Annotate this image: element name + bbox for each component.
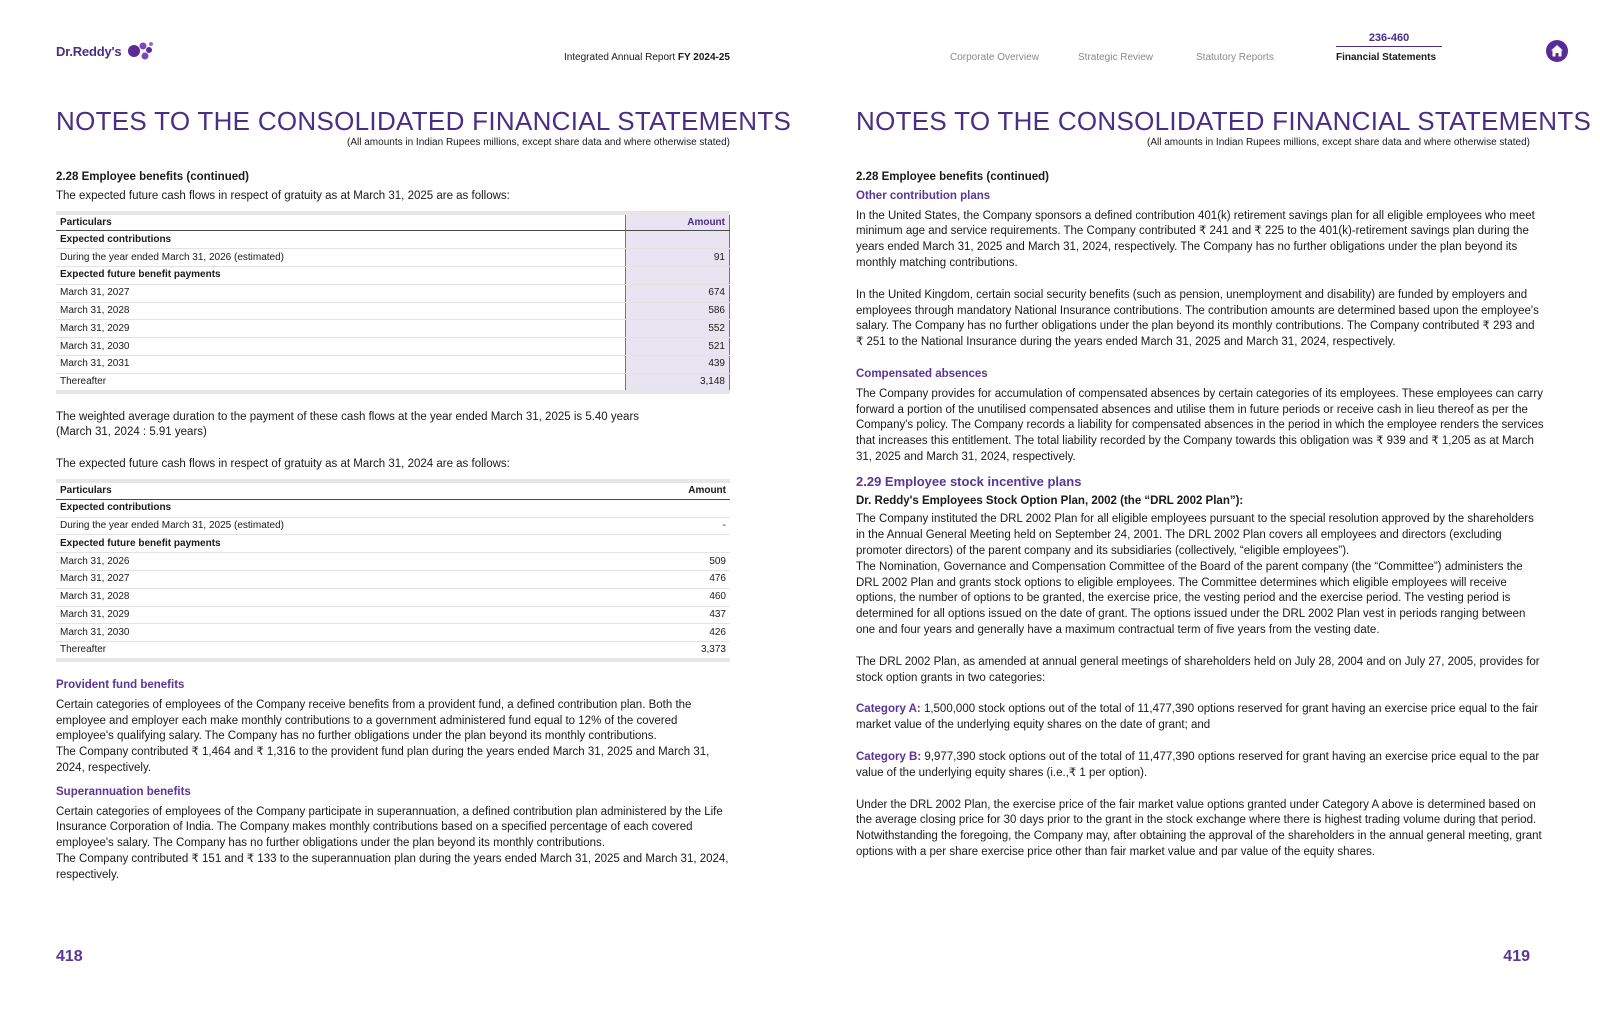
- col-particulars: Particulars: [56, 481, 626, 499]
- intro-2025: The expected future cash flows in respect of gratuity as at March 31, 2025 are as follows:: [56, 189, 510, 202]
- compensated-absences-text: The Company provides for accumulation of compensated absences by certain categories of its employees. These employees can carry forward a portion of the unutilised compensated absences and utilise them in future periods or receive cash in lieu thereof as per the Company's policy. The Company records a liability for compensated absences in the period in which the employee renders the services that increases this entitlement. The total liability recorded by the Company towards this obligation was ₹ 939 and ₹ 1,205 as at March 31, 2025 and March 31, 2024, respectively.: [856, 387, 1544, 463]
- table-row: [56, 606, 730, 624]
- table-row: [56, 338, 730, 356]
- row-label: March 31, 2030: [56, 338, 626, 356]
- superannuation-text-2: The Company contributed ₹ 151 and ₹ 133 to the superannuation plan during the years ended March 31, 2025 and March 31, 2024, respectively.: [56, 852, 729, 881]
- empty-cell: [626, 231, 730, 249]
- page-subtitle: (All amounts in Indian Rupees millions, except share data and where otherwise stated): [347, 137, 730, 148]
- home-icon: [1550, 44, 1564, 58]
- table-row: [56, 320, 730, 338]
- table-header-row: [56, 481, 730, 499]
- category-b-text: 9,977,390 stock options out of the total of 11,477,390 options reserved for grant having an exercise price equal to the par value of the underlying equity shares (i.e.,₹ 1 per option).: [856, 750, 1540, 779]
- row-value: 437: [626, 606, 730, 624]
- table-row: [56, 570, 730, 588]
- superannuation-text: Certain categories of employees of the Company participate in superannuation, a defined contribution plan administered by the Life Insurance Corporation of India. The Company makes monthly contributions based on a specified percentage of each covered employee's salary. The Company has no further obligations under the plan beyond its monthly contributions.: [56, 805, 723, 850]
- table-row: [56, 284, 730, 302]
- row-value: 91: [626, 249, 730, 267]
- logo-text: Dr.Reddy's: [56, 43, 122, 59]
- report-title-text: Integrated Annual Report: [563, 52, 676, 63]
- col-particulars: Particulars: [56, 213, 626, 231]
- table-row: [56, 373, 730, 391]
- table-row: [56, 535, 730, 553]
- page-title: NOTES TO THE CONSOLIDATED FINANCIAL STATEMENTS: [856, 106, 1592, 136]
- row-value: 674: [626, 284, 730, 302]
- row-label: Thereafter: [56, 373, 626, 391]
- duration-line-1: The weighted average duration to the payment of these cash flows at the year ended March 31, 2025 is 5.40 years: [56, 410, 640, 423]
- category-b-label: Category B:: [856, 750, 922, 763]
- table-row: [56, 266, 730, 284]
- plan-heading: Dr. Reddy's Employees Stock Option Plan, 2002 (the “DRL 2002 Plan”):: [856, 494, 1244, 507]
- row-label: Thereafter: [56, 642, 626, 660]
- table-row: [56, 499, 730, 517]
- table-row: [56, 624, 730, 642]
- row-label: March 31, 2026: [56, 553, 626, 571]
- row-label: March 31, 2027: [56, 284, 626, 302]
- category-a-text: 1,500,000 stock options out of the total of 11,477,390 options reserved for grant having an exercise price equal to the fair market value of the underlying equity shares on the date of grant; and: [856, 703, 1539, 732]
- right-page: [800, 0, 1600, 1012]
- home-button[interactable]: [1546, 40, 1568, 62]
- plan-paragraph-3: The DRL 2002 Plan, as amended at annual general meetings of shareholders held on July 28, 2004 and on July 27, 2005, provides for stock option grants in two categories:: [856, 655, 1540, 684]
- category-b: [856, 750, 1544, 782]
- provident-fund-heading: Provident fund benefits: [56, 678, 185, 691]
- row-value: 509: [626, 553, 730, 571]
- empty-cell: [626, 499, 730, 517]
- nav-strategic-review[interactable]: Strategic Review: [1078, 52, 1154, 63]
- logo-mark-icon: [125, 40, 155, 62]
- row-value: 439: [626, 355, 730, 373]
- report-title: [564, 52, 730, 63]
- nav-statutory-reports[interactable]: Statutory Reports: [1196, 52, 1274, 63]
- table-row: [56, 355, 730, 373]
- row-value: 586: [626, 302, 730, 320]
- gratuity-table-2024: [56, 479, 730, 662]
- table-row: [56, 642, 730, 660]
- left-content: [56, 170, 730, 883]
- row-label: March 31, 2029: [56, 320, 626, 338]
- nav-page-range[interactable]: 236-460: [1336, 32, 1442, 47]
- plan-paragraph-4: Under the DRL 2002 Plan, the exercise price of the fair market value options granted under Category A above is determined based on the average closing price for 30 days prior to the grant in the stock exchange where there is highest trading volume during that period. Notwithstanding the foregoing, the Company may, after obtaining the approval of the shareholders in the annual general meeting, grant options with a per share exercise price other than fair market value and par value of the equity shares.: [856, 798, 1542, 858]
- intro-2024: The expected future cash flows in respect of gratuity as at March 31, 2024 are as follows:: [56, 458, 510, 471]
- row-label: During the year ended March 31, 2026 (estimated): [56, 249, 626, 267]
- row-label: March 31, 2029: [56, 606, 626, 624]
- group-label: Expected future benefit payments: [56, 535, 626, 553]
- row-value: -: [626, 517, 730, 535]
- section-229-heading: 2.29 Employee stock incentive plans: [856, 473, 1082, 489]
- table-row: [56, 553, 730, 571]
- other-contribution-heading: Other contribution plans: [856, 189, 991, 202]
- row-label: March 31, 2030: [56, 624, 626, 642]
- empty-cell: [626, 266, 730, 284]
- duration-line-2: (March 31, 2024 : 5.91 years): [56, 426, 207, 439]
- provident-fund-text-2: The Company contributed ₹ 1,464 and ₹ 1,316 to the provident fund plan during the years ended March 31, 2025 and March 31, 2024, respectively.: [56, 746, 710, 774]
- group-label: Expected contributions: [56, 231, 626, 249]
- table-row: [56, 588, 730, 606]
- section-heading: 2.28 Employee benefits (continued): [56, 171, 249, 183]
- category-a-label: Category A:: [856, 703, 921, 716]
- compensated-absences-heading: Compensated absences: [856, 367, 988, 380]
- row-value: 521: [626, 338, 730, 356]
- category-a: [856, 702, 1544, 734]
- provident-fund-text: Certain categories of employees of the Company receive benefits from a provident fund, a defined contribution plan. Both the employee and employer each make monthly contributions to a government administered fund equal to 12% of the covered employee's qualifying salary. The Company has no further obligations under the plan beyond its monthly contributions.: [56, 698, 692, 743]
- row-value: 476: [626, 570, 730, 588]
- row-value: 426: [626, 624, 730, 642]
- gratuity-table-2025: [56, 211, 730, 394]
- section-heading: 2.28 Employee benefits (continued): [856, 171, 1049, 183]
- page-title: NOTES TO THE CONSOLIDATED FINANCIAL STATEMENTS: [56, 106, 792, 136]
- us-plan-text: In the United States, the Company sponsors a defined contribution 401(k) retirement savings plan for all eligible employees who meet minimum age and service requirements. The Company contributed ₹ 241 and ₹ 225 to the 401(k)-retirement savings plan during the years ended March 31, 2025 and March 31, 2024, respectively. The Company has no further obligations under the plan beyond its monthly matching contributions.: [856, 209, 1535, 269]
- row-value: 460: [626, 588, 730, 606]
- row-label: March 31, 2027: [56, 570, 626, 588]
- nav-financial-statements[interactable]: Financial Statements: [1336, 52, 1437, 63]
- row-label: During the year ended March 31, 2025 (estimated): [56, 517, 626, 535]
- superannuation-heading: Superannuation benefits: [56, 785, 191, 798]
- row-label: March 31, 2031: [56, 355, 626, 373]
- row-value: 3,148: [626, 373, 730, 391]
- table-row: [56, 517, 730, 535]
- uk-plan-text: In the United Kingdom, certain social security benefits (such as pension, unemployment and disability) are funded by employers and employees through mandatory National Insurance contributions. The contribution amounts are determined based upon the employee's salary. The Company has no further obligations under the plan beyond its monthly contributions. The Company contributed ₹ 293 and ₹ 251 to the National Insurance during the years ended March 31, 2025 and March 31, 2024, respectively.: [856, 288, 1539, 349]
- nav-corporate-overview[interactable]: Corporate Overview: [950, 52, 1039, 63]
- row-label: March 31, 2028: [56, 302, 626, 320]
- col-amount: Amount: [626, 213, 730, 231]
- report-year: FY 2024-25: [677, 52, 730, 63]
- col-amount: Amount: [626, 481, 730, 499]
- plan-paragraph-1: The Company instituted the DRL 2002 Plan for all eligible employees pursuant to the special resolution approved by the shareholders in the Annual General Meeting held on September 24, 2001. The DRL 2002 Plan covers all employees and directors (excluding promoter directors) of the parent company and its subsidiaries (collectively, “eligible employees”).: [856, 513, 1534, 557]
- table-row: [56, 249, 730, 267]
- company-logo[interactable]: [56, 40, 155, 62]
- page-number: 418: [56, 948, 83, 965]
- table-row: [56, 302, 730, 320]
- row-value: 3,373: [626, 642, 730, 660]
- row-value: 552: [626, 320, 730, 338]
- table-header-row: [56, 213, 730, 231]
- group-label: Expected contributions: [56, 499, 626, 517]
- page-number: 419: [1503, 948, 1530, 965]
- right-content: [856, 170, 1544, 861]
- plan-paragraph-2: The Nomination, Governance and Compensation Committee of the Board of the parent company (the “Committee”) administers the DRL 2002 Plan and grants stock options to eligible employees. The Committee determines which eligible employees will receive options, the number of options to be granted, the exercise price, the vesting period and the exercise period. The vesting period is determined for all options issued on the date of grant. The options issued under the DRL 2002 Plan vest in periods ranging between one and four years and generally have a maximum contractual term of five years from the vesting date.: [856, 560, 1526, 636]
- group-label: Expected future benefit payments: [56, 266, 626, 284]
- empty-cell: [626, 535, 730, 553]
- row-label: March 31, 2028: [56, 588, 626, 606]
- table-row: [56, 231, 730, 249]
- page-subtitle: (All amounts in Indian Rupees millions, except share data and where otherwise stated): [1147, 137, 1530, 148]
